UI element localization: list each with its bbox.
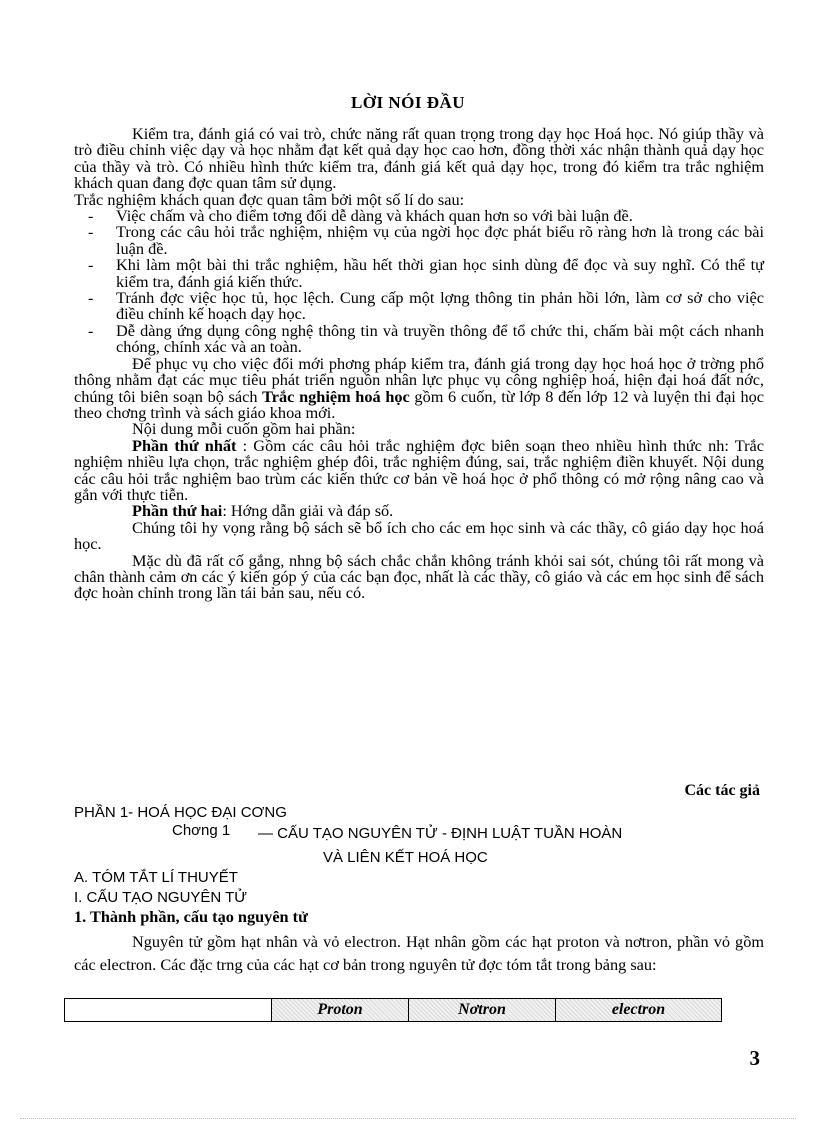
part-two-text: : Hớng dẫn giải và đáp số. (222, 501, 394, 521)
table-header-proton: Proton (272, 999, 409, 1022)
bullet-text: Trong các câu hỏi trắc nghiệm, nhiệm vụ của ngời học đợc phát biểu rõ ràng hơn là trong các bài luận đề. (116, 222, 764, 258)
table-header-row (65, 999, 722, 1022)
bullet-text: Dễ dàng ứng dụng công nghệ thông tin và truyền thông để tổ chức thi, chấm bài một cách nhanh chóng, chính xác và an toàn. (116, 320, 764, 357)
p3-start: Để phục vụ cho việc đổi mới phơng pháp kiểm tra, đánh giá trong dạy học hoá học ở trờng phổ thông nhằm đạt các mục tiêu phát triển nguồn nhân lực phục vụ công nghiệp hoá, hiện đại hoá đất nớc, chúng tôi biên soạn bộ sách (74, 353, 764, 406)
bullet-text: Tránh đợc việc học tủ, học lệch. Cung cấp một lợng thông tin phản hồi lớn, làm cơ sở cho việc điều chỉnh kế hoạch dạy học. (116, 288, 764, 324)
chapter-label: Chơng 1 (172, 822, 231, 839)
page-number: 3 (749, 1046, 760, 1070)
intro-paragraph-1: Kiểm tra, đánh giá có vai trò, chức năng rất quan trọng trong dạy học Hoá học. Nó giúp thầy và trò điều chỉnh việc dạy và học nhằm đạt kết quả dạy học cao hơn, đồng thời xác nhận thành quả dạy học của thầy và trò. Có nhiều hình thức kiểm tra, đánh giá kết quả dạy học, trong đó kiểm tra trắc nghiệm khách quan đang đợc quan tâm sử dụng. (74, 124, 764, 193)
section-body (74, 930, 764, 976)
bullet-dash: - (88, 320, 94, 340)
bullet-item (74, 320, 764, 357)
chapter-title-line-2: VÀ LIÊN KẾT HOÁ HỌC (323, 849, 488, 866)
page-bottom-divider (20, 1118, 796, 1119)
part-one-paragraph (74, 435, 764, 504)
part-one-label: Phần thứ nhất (132, 435, 237, 455)
bullet-text: Việc chấm và cho điểm tơng đối dễ dàng và khách quan hơn so với bài luận đề. (116, 206, 633, 226)
bullet-dash: - (88, 222, 94, 242)
intro-paragraph-3 (74, 353, 765, 422)
particle-properties-table (64, 998, 722, 1022)
part-one-text: : Gồm các câu hỏi trắc nghiệm đợc biên soạn theo nhiều hình thức nh: Trắc nghiệm nhiều lựa chọn, trắc nghiệm ghép đôi, trắc nghiệm đúng, sai, trắc nghiệm điền khuyết. Nội dung các câu hỏi trắc nghiệm bao trùm các kiến thức cơ bản về hoá học ở phổ thông có mở rộng nâng cao và gắn với thực tiễn. (74, 435, 764, 504)
authors-signature: Các tác giả (684, 782, 760, 799)
preface-body (74, 126, 764, 602)
subsection-heading: 1. Thành phần, cấu tạo nguyên tử (74, 907, 308, 926)
page-title: LỜI NÓI ĐẦU (350, 93, 466, 112)
part-two-label: Phần thứ hai (132, 501, 223, 521)
bullet-dash: - (88, 288, 94, 308)
table-header-electron: electron (556, 999, 722, 1022)
table-header-empty (65, 999, 272, 1022)
intro-paragraph-5: Chúng tôi hy vọng rằng bộ sách sẽ bổ ích cho các em học sinh và các thầy, cô giáo dạy học hoá học. (74, 517, 764, 554)
bullet-dash: - (88, 206, 94, 226)
intro-paragraph-6: Mặc dù đã rất cố gắng, nhng bộ sách chắc chắn không tránh khỏi sai sót, chúng tôi rất mong và chân thành cảm ơn các ý kiến góp ý của các bạn đọc, nhất là các thầy, cô giáo và các em học sinh để sách đợc hoàn chỉnh trong lần tái bản sau, nếu có. (74, 550, 764, 603)
p3-end: gồm 6 cuốn, từ lớp 8 đến lớp 12 và luyện thi đại học theo chơng trình và sách giáo khoa mới. (74, 386, 765, 422)
section-a-heading: A. TÓM TẮT LÍ THUYẾT (74, 869, 238, 886)
part-heading: PHẦN 1- HOÁ HỌC ĐẠI CƠNG (74, 804, 287, 821)
bullet-dash: - (88, 255, 94, 275)
section-i-heading: I. CẤU TẠO NGUYÊN TỬ (74, 889, 248, 906)
bullet-item (74, 257, 764, 290)
bullet-item (74, 224, 764, 257)
bullet-text: Khi làm một bài thi trắc nghiệm, hầu hết thời gian học sinh dùng để đọc và suy nghĩ. Có thể tự kiểm tra, đánh giá kiến thức. (116, 255, 764, 291)
chapter-title-line-1: — CẤU TẠO NGUYÊN TỬ - ĐỊNH LUẬT TUẦN HOÀN (258, 825, 623, 842)
intro-paragraph-4: Nội dung mỗi cuốn gồm hai phần: (132, 419, 356, 439)
bullet-item (74, 290, 764, 323)
book-series-title: Trắc nghiệm hoá học (262, 386, 410, 406)
section-paragraph: Nguyên tử gồm hạt nhân và vỏ electron. Hạt nhân gồm các hạt proton và nơtron, phần vỏ gồm các electron. Các đặc trng của các hạt cơ bản trong nguyên tử đợc tóm tắt trong bảng sau: (74, 932, 764, 974)
intro-paragraph-2: Trắc nghiệm khách quan đợc quan tâm bởi một số lí do sau: (74, 189, 465, 209)
table-header-notron: Nơtron (409, 999, 556, 1022)
